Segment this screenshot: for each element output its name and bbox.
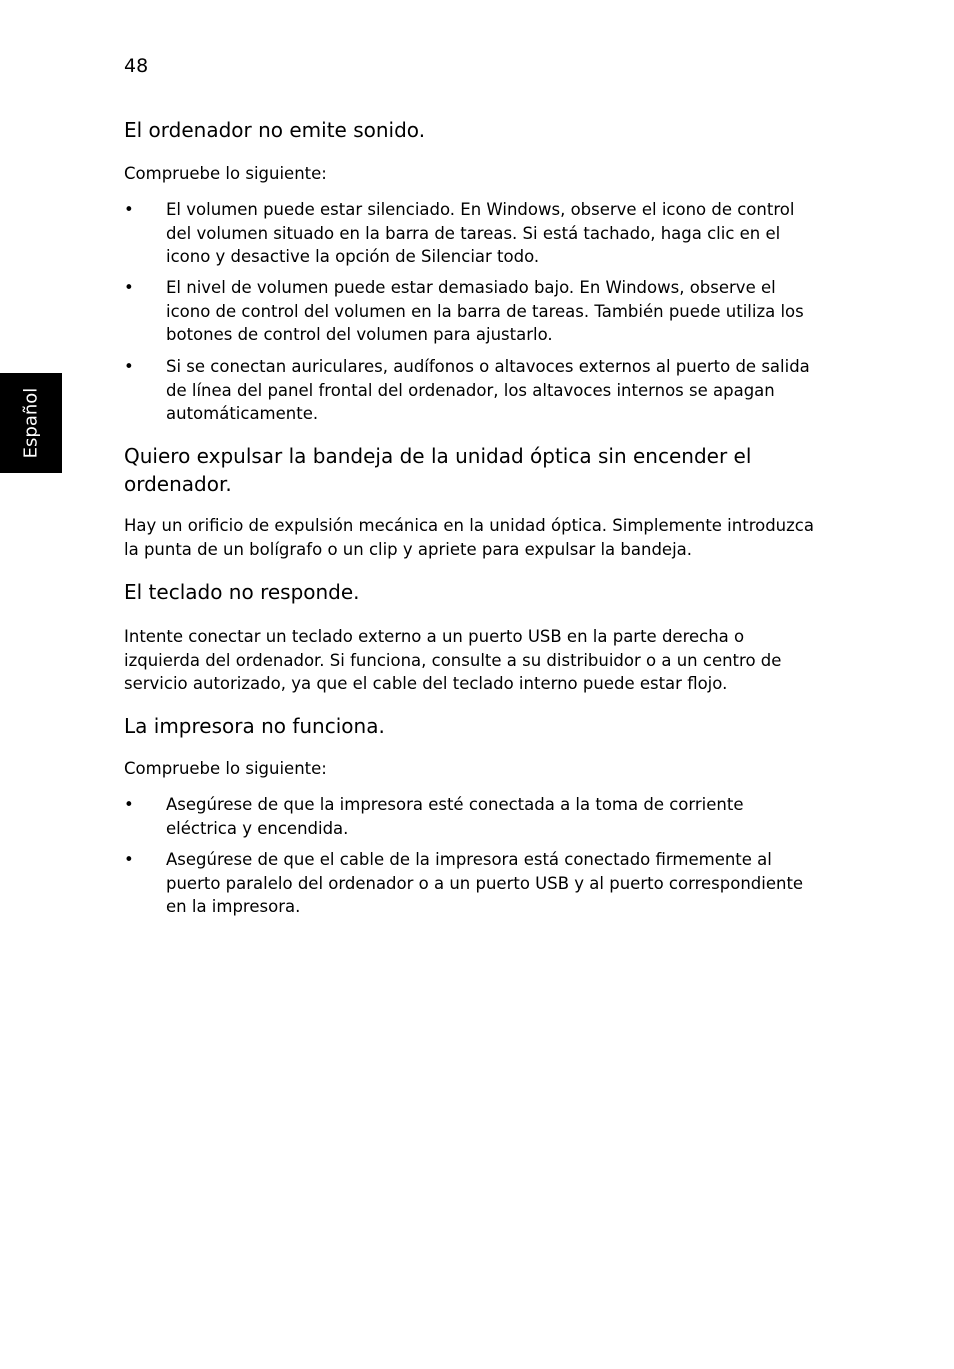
bullet-text: El nivel de volumen puede estar demasiado bajo. En Windows, observe el icono de control del volumen en la barra de tareas. También puede utiliza los botones de control del volumen para ajustarlo. (166, 278, 804, 344)
side-tab-label: Español (20, 387, 42, 459)
section-body-tray: Hay un orificio de expulsión mecánica en la unidad óptica. Simplemente introduzca la punta de un bolígrafo o un clip y apriete para expulsar la bandeja. (124, 516, 814, 559)
bullet-icon: • (124, 200, 134, 219)
section-body-keyboard: Intente conectar un teclado externo a un puerto USB en la parte derecha o izquierda del ordenador. Si funciona, consulte a su distribuidor o a un centro de servicio autorizado, ya que el cable del teclado interno puede estar flojo. (124, 627, 782, 693)
side-tab (0, 373, 62, 473)
section-heading-sound: El ordenador no emite sonido. (124, 118, 426, 142)
bullet-icon: • (124, 357, 134, 376)
bullet-text: Asegúrese de que la impresora esté conectada a la toma de corriente eléctrica y encendida. (166, 795, 744, 838)
bullet-text: El volumen puede estar silenciado. En Windows, observe el icono de control del volumen situado en la barra de tareas. Si está tachado, haga clic en el icono y desactive la opción de Silenciar todo. (166, 200, 795, 266)
section-heading-keyboard: El teclado no responde. (124, 580, 360, 604)
section-intro-sound: Compruebe lo siguiente: (124, 164, 327, 183)
bullet-text: Asegúrese de que el cable de la impresora está conectado firmemente al puerto paralelo del ordenador o a un puerto USB y al puerto correspondiente en la impresora. (166, 850, 804, 916)
section-heading-tray: Quiero expulsar la bandeja de la unidad óptica sin encender el ordenador. (124, 444, 752, 496)
bullet-icon: • (124, 795, 134, 814)
section-heading-printer: La impresora no funciona. (124, 714, 385, 738)
ui-term-silenciar-todo: Silenciar todo (421, 247, 534, 266)
bullet-text: Si se conectan auriculares, audífonos o altavoces externos al puerto de salida de línea del panel frontal del ordenador, los altavoces internos se apagan automáticamente. (166, 357, 810, 423)
bullet-icon: • (124, 850, 134, 869)
page-number: 48 (124, 55, 149, 77)
section-intro-printer: Compruebe lo siguiente: (124, 759, 327, 778)
bullet-icon: • (124, 278, 134, 297)
